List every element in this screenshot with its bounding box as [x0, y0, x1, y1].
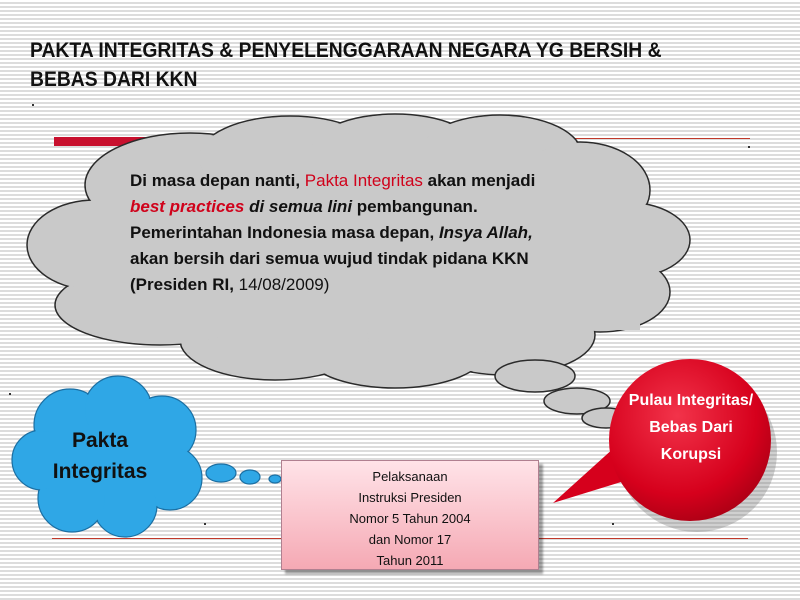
pakta-integritas-highlight: Pakta Integritas — [304, 171, 423, 190]
instruction-line: Nomor 5 Tahun 2004 — [349, 511, 471, 526]
pulau-integritas-label: Pulau Integritas/ Bebas Dari Korupsi — [628, 392, 754, 463]
cloud-text-part: pembangunan. Pemerintahan Indonesia masa depan, — [130, 197, 478, 242]
cloud-text-part: Di masa depan nanti — [130, 171, 296, 190]
cloud-text-part: akan bersih dari semua wujud tindak pidana KKN (Presiden RI, — [130, 249, 529, 294]
pakta-integritas-label: Pakta Integritas — [52, 429, 148, 483]
thought-cloud-text — [130, 168, 560, 298]
cloud-text-part: 14/08/2009) — [238, 275, 330, 294]
insya-allah-text: Insya Allah, — [438, 223, 533, 242]
best-practices-highlight: best practices — [130, 197, 245, 216]
instruction-line: Pelaksanaan — [372, 469, 448, 484]
instruction-line: Instruksi Presiden — [358, 490, 462, 505]
instruction-box — [281, 460, 539, 570]
cloud-text-part: akan menjadi — [422, 171, 536, 190]
cloud-text-part: , — [295, 171, 305, 190]
cloud-text-part: di semua lini — [244, 197, 353, 216]
slide-title: PAKTA INTEGRITAS & PENYELENGGARAAN NEGARA YG BERSIH & BEBAS DARI KKN — [30, 39, 662, 91]
instruction-line: Tahun 2011 — [376, 553, 444, 568]
instruction-line: dan Nomor 17 — [368, 532, 452, 547]
